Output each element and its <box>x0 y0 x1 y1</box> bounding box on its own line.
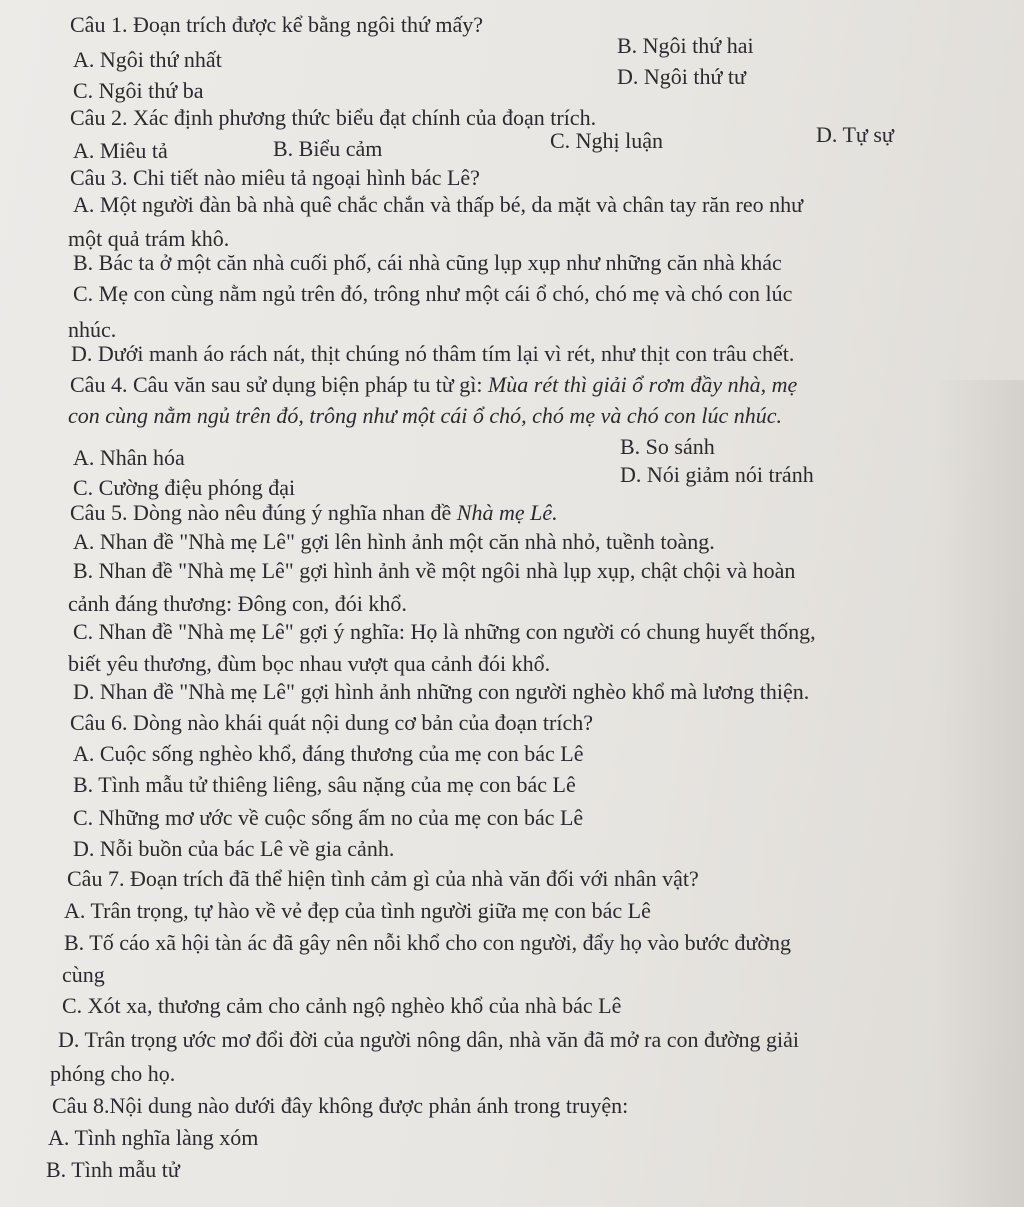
q5-option-d: D. Nhan đề "Nhà mẹ Lê" gợi hình ảnh những con người nghèo khổ mà lương thiện. <box>73 679 810 704</box>
q5-option-c-line1: C. Nhan đề "Nhà mẹ Lê" gợi ý nghĩa: Họ là những con người có chung huyết thống, <box>73 619 816 644</box>
q7-stem: Câu 7. Đoạn trích đã thể hiện tình cảm gì của nhà văn đối với nhân vật? <box>67 866 699 891</box>
q3-option-c-line1: C. Mẹ con cùng nằm ngủ trên đó, trông như một cái ổ chó, chó mẹ và chó con lúc <box>73 281 793 306</box>
q1-stem: Câu 1. Đoạn trích được kể bằng ngôi thứ mấy? <box>70 12 484 37</box>
q1-option-b: B. Ngôi thứ hai <box>617 33 754 58</box>
q2-option-d: D. Tự sự <box>816 122 894 147</box>
q5-option-b-line2: cảnh đáng thương: Đông con, đói khổ. <box>68 591 407 616</box>
q6-option-d: D. Nỗi buồn của bác Lê về gia cảnh. <box>73 836 395 861</box>
q2-option-c: C. Nghị luận <box>550 128 664 153</box>
q4-stem-text: Câu 4. Câu văn sau sử dụng biện pháp tu từ gì: <box>70 372 488 397</box>
q7-option-d-line2: phóng cho họ. <box>50 1061 176 1086</box>
q4-stem <box>70 372 797 398</box>
q1-option-a: A. Ngôi thứ nhất <box>73 47 222 72</box>
page-edge-shadow <box>934 380 1024 1207</box>
q5-stem <box>70 500 558 526</box>
q4-quote-line1: Mùa rét thì giải ổ rơm đầy nhà, mẹ <box>487 372 798 397</box>
q8-option-a: A. Tình nghĩa làng xóm <box>48 1125 259 1150</box>
q7-option-c: C. Xót xa, thương cảm cho cảnh ngộ nghèo khổ của nhà bác Lê <box>62 993 622 1018</box>
q5-stem-text: Câu 5. Dòng nào nêu đúng ý nghĩa nhan đề <box>70 500 457 525</box>
q6-option-a: A. Cuộc sống nghèo khổ, đáng thương của mẹ con bác Lê <box>73 741 584 766</box>
q8-option-b: B. Tình mẫu tử <box>46 1157 180 1182</box>
q3-stem: Câu 3. Chi tiết nào miêu tả ngoại hình bác Lê? <box>70 165 480 190</box>
q5-option-c-line2: biết yêu thương, đùm bọc nhau vượt qua cảnh đói khổ. <box>68 651 551 676</box>
q4-option-b: B. So sánh <box>620 434 715 459</box>
q3-option-b: B. Bác ta ở một căn nhà cuối phố, cái nhà cũng lụp xụp như những căn nhà khác <box>73 250 782 275</box>
q1-option-c: C. Ngôi thứ ba <box>73 78 204 103</box>
q7-option-b-line1: B. Tố cáo xã hội tàn ác đã gây nên nỗi khổ cho con người, đẩy họ vào bước đường <box>64 930 792 955</box>
q7-option-d-line1: D. Trân trọng ước mơ đổi đời của người nông dân, nhà văn đã mở ra con đường giải <box>58 1027 800 1052</box>
q1-option-d: D. Ngôi thứ tư <box>617 64 746 89</box>
q5-option-a: A. Nhan đề "Nhà mẹ Lê" gợi lên hình ảnh một căn nhà nhỏ, tuềnh toàng. <box>73 529 715 554</box>
q6-option-c: C. Những mơ ước về cuộc sống ấm no của mẹ con bác Lê <box>73 805 584 830</box>
q7-option-b-line2: cùng <box>62 962 105 987</box>
q4-option-c: C. Cường điệu phóng đại <box>73 475 296 500</box>
q6-stem: Câu 6. Dòng nào khái quát nội dung cơ bản của đoạn trích? <box>70 710 593 735</box>
q7-option-a: A. Trân trọng, tự hào về vẻ đẹp của tình người giữa mẹ con bác Lê <box>64 898 651 923</box>
q8-stem: Câu 8.Nội dung nào dưới đây không được phản ánh trong truyện: <box>52 1093 629 1118</box>
q6-option-b: B. Tình mẫu tử thiêng liêng, sâu nặng của mẹ con bác Lê <box>73 772 576 797</box>
q2-stem: Câu 2. Xác định phương thức biểu đạt chính của đoạn trích. <box>70 105 597 130</box>
q5-stem-title: Nhà mẹ Lê. <box>456 500 558 525</box>
q3-option-a-line1: A. Một người đàn bà nhà quê chắc chắn và thấp bé, da mặt và chân tay răn reo như <box>73 192 804 217</box>
q5-option-b-line1: B. Nhan đề "Nhà mẹ Lê" gợi hình ảnh về một ngôi nhà lụp xụp, chật chội và hoàn <box>73 558 796 583</box>
q4-quote-line2: con cùng nằm ngủ trên đó, trông như một cái ổ chó, chó mẹ và chó con lúc nhúc. <box>68 403 783 428</box>
q2-option-a: A. Miêu tả <box>73 138 168 163</box>
q2-option-b: B. Biểu cảm <box>273 136 383 161</box>
q4-option-d: D. Nói giảm nói tránh <box>620 462 814 487</box>
q3-option-a-line2: một quả trám khô. <box>68 226 230 251</box>
q4-option-a: A. Nhân hóa <box>73 445 185 470</box>
q3-option-c-line2: nhúc. <box>68 317 117 342</box>
q3-option-d: D. Dưới manh áo rách nát, thịt chúng nó thâm tím lại vì rét, như thịt con trâu chết. <box>71 341 795 366</box>
